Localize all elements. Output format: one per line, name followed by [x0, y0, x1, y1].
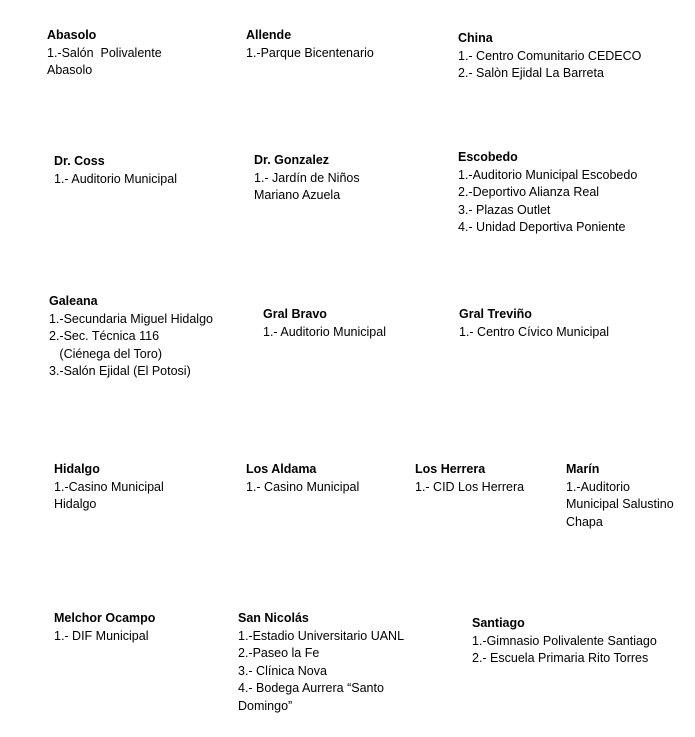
venue-item: 3.- Clínica Nova [238, 663, 327, 678]
municipality-san-nicolas [238, 610, 428, 715]
municipality-escobedo [458, 149, 688, 237]
venue-item: 1.- CID Los Herrera [415, 479, 525, 494]
municipality-title: Gral Treviño [459, 307, 532, 321]
venue-item: 1.-Auditorio [566, 479, 630, 494]
venue-item: Mariano Azuela [254, 188, 341, 202]
venue-item: 1.-Secundaria Miguel Hidalgo [49, 311, 213, 326]
municipality-title: Dr. Coss [54, 154, 105, 168]
municipality-title: Gral Bravo [263, 307, 327, 321]
municipality-china [458, 30, 688, 83]
venue-item: 4.- Unidad Deportiva Poniente [458, 220, 626, 234]
venue-item: 1.- Auditorio Municipal [263, 324, 386, 339]
venue-item: 2.-Paseo la Fe [238, 646, 320, 660]
venue-item: 1.-Casino Municipal [54, 479, 164, 494]
municipality-title: Santiago [472, 616, 525, 630]
municipality-title: Dr. Gonzalez [254, 153, 330, 167]
municipality-title: San Nicolás [238, 611, 309, 625]
municipality-gral-trevino [459, 306, 679, 341]
municipality-title: Los Aldama [246, 462, 317, 476]
venue-item: 1.- Centro Cívico Municipal [459, 324, 610, 339]
venue-item: 3.- Plazas Outlet [458, 202, 551, 217]
venue-item: 1.-Auditorio Municipal Escobedo [458, 167, 638, 182]
venue-item: 1.- Jardín de Niños [254, 170, 360, 185]
venue-item: Municipal Salustino [566, 497, 674, 511]
municipality-title: Los Herrera [415, 462, 486, 476]
venue-item: Chapa [566, 514, 603, 529]
municipality-title: Galeana [49, 294, 98, 308]
venue-item: 1.- Casino Municipal [246, 479, 360, 494]
municipality-title: Abasolo [47, 28, 97, 42]
municipality-dr-coss [54, 153, 234, 188]
municipality-los-herrera [415, 461, 555, 496]
venue-item: (Ciénega del Toro) [49, 346, 163, 361]
municipality-marin [566, 461, 691, 531]
municipality-title: Hidalgo [54, 462, 100, 476]
municipality-dr-gonzalez [254, 152, 404, 205]
venue-item: 1.- Auditorio Municipal [54, 171, 177, 186]
municipality-title: China [458, 31, 493, 45]
venue-item: 1.-Parque Bicentenario [246, 45, 374, 60]
municipality-abasolo [47, 27, 207, 80]
venue-item: Domingo” [238, 698, 293, 713]
venue-item: 3.-Salón Ejidal (El Potosi) [49, 364, 191, 378]
municipality-title: Marín [566, 462, 600, 476]
venue-item: 2.-Deportivo Alianza Real [458, 185, 600, 199]
venue-item: 1.-Estadio Universitario UANL [238, 628, 405, 643]
venue-item: 2.-Sec. Técnica 116 [49, 329, 160, 343]
venue-item: 1.- DIF Municipal [54, 628, 149, 643]
venue-item: Hidalgo [54, 497, 97, 511]
venue-item: Abasolo [47, 63, 93, 77]
municipality-los-aldama [246, 461, 406, 496]
municipality-allende [246, 27, 436, 62]
municipality-title: Allende [246, 28, 292, 42]
venue-item: 2.- Salòn Ejidal La Barreta [458, 66, 604, 80]
venue-item: 1.-Gimnasio Polivalente Santiago [472, 633, 657, 648]
municipality-galeana [49, 293, 239, 381]
municipality-gral-bravo [263, 306, 443, 341]
venue-item: 1.- Centro Comunitario CEDECO [458, 48, 642, 63]
municipality-title: Melchor Ocampo [54, 611, 156, 625]
municipality-hidalgo [54, 461, 204, 514]
municipality-santiago [472, 615, 692, 668]
venue-item: 4.- Bodega Aurrera “Santo [238, 681, 384, 695]
municipality-title: Escobedo [458, 150, 518, 164]
venue-item: 1.-Salón Polivalente [47, 45, 162, 60]
municipality-melchor-ocampo [54, 610, 214, 645]
venue-item: 2.- Escuela Primaria Rito Torres [472, 651, 649, 665]
